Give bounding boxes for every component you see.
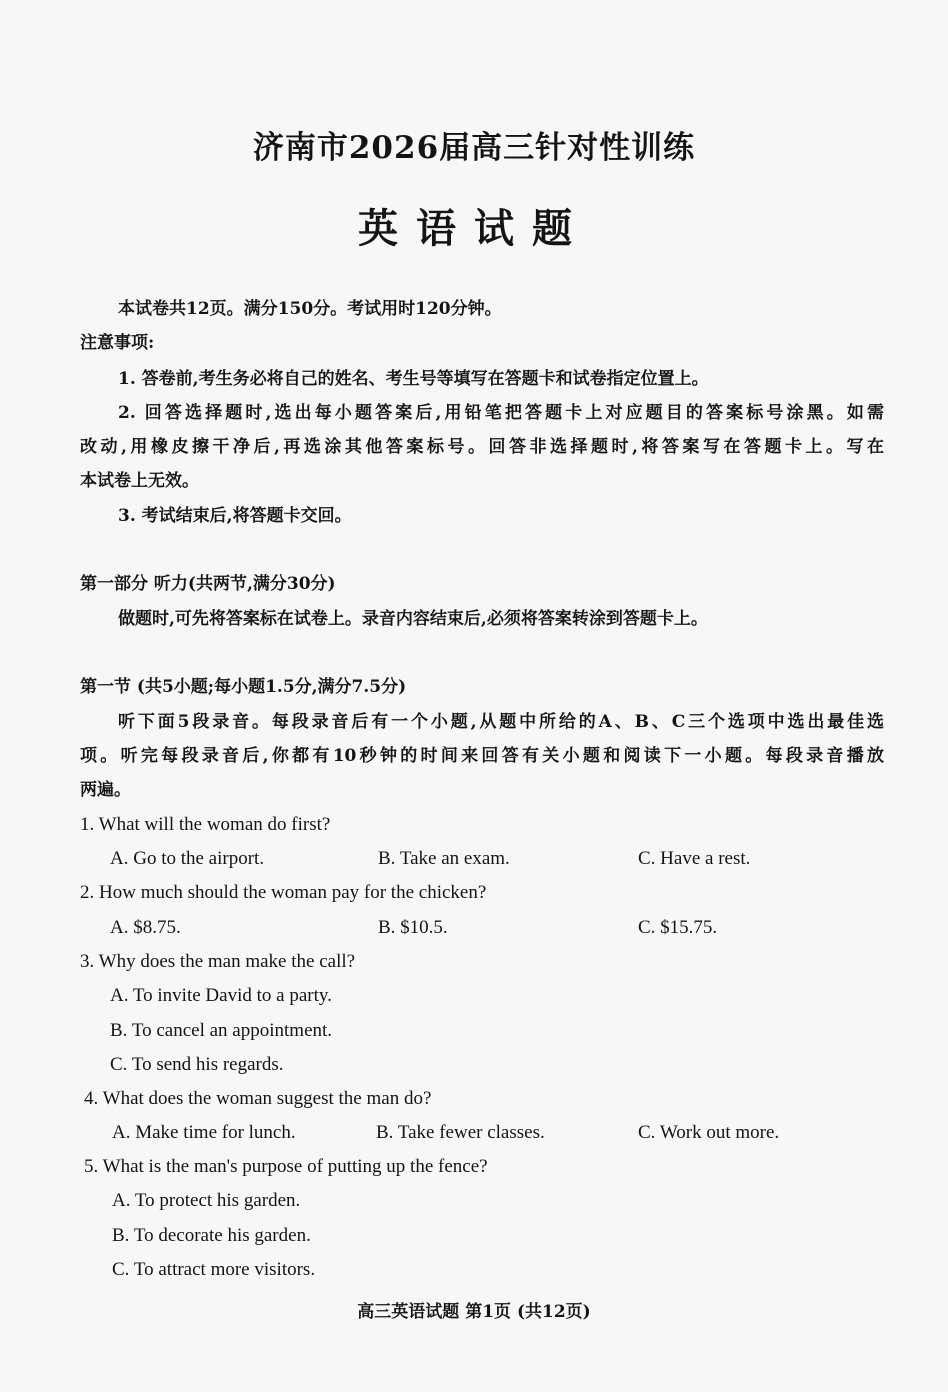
question-3-stem: 3. Why does the man make the call?	[80, 951, 356, 972]
part1-instruction: 做题时,可先将答案标在试卷上。录音内容结束后,必须将答案转涂到答题卡上。	[118, 609, 708, 629]
question-2-stem: 2. How much should the woman pay for the chicken?	[80, 882, 487, 903]
notice-heading: 注意事项:	[80, 333, 155, 353]
subject-title: 英语试题	[358, 205, 590, 252]
question-5-option-b: B. To decorate his garden.	[112, 1225, 311, 1246]
notice-item-1: 1. 答卷前,考生务必将自己的姓名、考生号等填写在答题卡和试卷指定位置上。	[118, 369, 709, 389]
question-2-option-b: B. $10.5.	[378, 917, 448, 938]
question-4-option-b: B. Take fewer classes.	[376, 1122, 545, 1143]
question-2-option-a: A. $8.75.	[110, 917, 181, 938]
question-4-stem: 4. What does the woman suggest the man do?	[84, 1088, 432, 1109]
question-5-option-a: A. To protect his garden.	[112, 1190, 301, 1211]
question-1-option-c: C. Have a rest.	[638, 848, 751, 869]
question-4-option-a: A. Make time for lunch.	[112, 1122, 296, 1143]
part1-heading: 第一部分 听力(共两节,满分30分)	[80, 574, 336, 594]
notice-item-3: 3. 考试结束后,将答题卡交回。	[118, 506, 352, 526]
section1-instruction-line-3: 两遍。	[80, 780, 131, 800]
question-1-stem: 1. What will the woman do first?	[80, 814, 331, 835]
section1-instruction-line-1: 听下面5段录音。每段录音后有一个小题,从题中所给的A、B、C三个选项中选出最佳选	[118, 712, 884, 732]
question-5-stem: 5. What is the man's purpose of putting up the fence?	[84, 1156, 488, 1177]
notice-item-2-line-2: 改动,用橡皮擦干净后,再选涂其他答案标号。回答非选择题时,将答案写在答题卡上。写在	[80, 437, 884, 457]
exam-intro: 本试卷共12页。满分150分。考试用时120分钟。	[118, 299, 502, 319]
question-3-option-b: B. To cancel an appointment.	[110, 1020, 333, 1041]
page-footer: 高三英语试题 第1页 (共12页)	[357, 1302, 591, 1322]
section1-instruction-line-2: 项。听完每段录音后,你都有10秒钟的时间来回答有关小题和阅读下一小题。每段录音播放	[80, 746, 884, 766]
question-4-option-c: C. Work out more.	[638, 1122, 780, 1143]
question-1-option-a: A. Go to the airport.	[110, 848, 265, 869]
notice-item-2-line-3: 本试卷上无效。	[80, 471, 199, 491]
section1-heading: 第一节 (共5小题;每小题1.5分,满分7.5分)	[80, 677, 407, 697]
question-5-option-c: C. To attract more visitors.	[112, 1259, 316, 1280]
question-3-option-c: C. To send his regards.	[110, 1054, 284, 1075]
question-3-option-a: A. To invite David to a party.	[110, 985, 332, 1006]
question-1-option-b: B. Take an exam.	[378, 848, 510, 869]
notice-item-2-line-1: 2. 回答选择题时,选出每小题答案后,用铅笔把答题卡上对应题目的答案标号涂黑。如需	[118, 403, 884, 423]
question-2-option-c: C. $15.75.	[638, 917, 718, 938]
exam-title: 济南市2026届高三针对性训练	[252, 130, 696, 166]
